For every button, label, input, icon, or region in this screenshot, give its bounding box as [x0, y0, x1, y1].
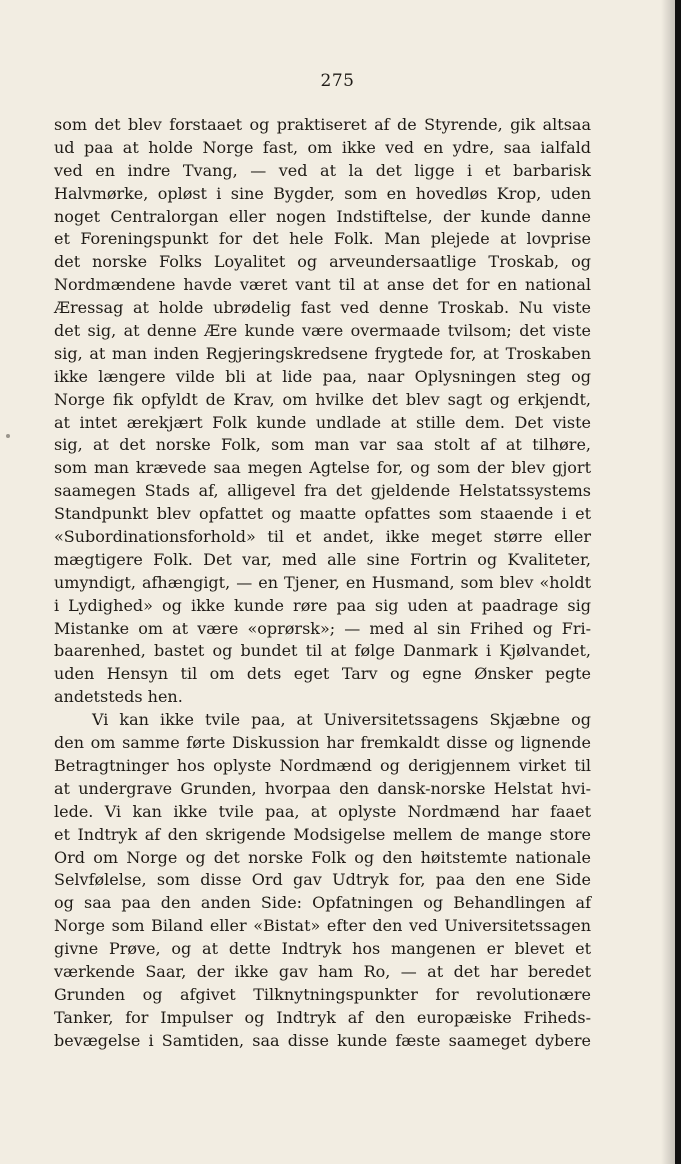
text-line: Norge fik opfyldt de Krav, om hvilke det blev sagt og erkjendt, [54, 389, 591, 409]
text-line: saamegen Stads af, alligevel fra det gjeldende Helstatssystems [54, 481, 591, 501]
text-line: Norge som Biland eller «Bistat» efter den ved Universitetssagen [54, 916, 591, 936]
text-line: et Indtryk af den skrigende Modsigelse mellem de mange store [54, 824, 591, 844]
text-line: det norske Folks Loyalitet og arveundersaatlige Troskab, og [54, 252, 591, 272]
paragraph-start-line: Vi kan ikke tvile paa, at Universitetssagens Skjæbne og [92, 710, 591, 730]
text-line: lede. Vi kan ikke tvile paa, at oplyste Nordmænd har faaet [54, 801, 591, 821]
text-line: Halvmørke, opløst i sine Bygder, som en hovedløs Krop, uden [54, 183, 591, 203]
text-line: Standpunkt blev opfattet og maatte opfattes som staaende i et [54, 504, 591, 524]
text-line: et Foreningspunkt for det hele Folk. Man plejede at lovprise [54, 229, 591, 249]
text-line: Grunden og afgivet Tilknytningspunkter for revolutionære [54, 984, 591, 1004]
text-line: Betragtninger hos oplyste Nordmænd og derigjennem virket til [54, 755, 591, 775]
page-number: 275 [320, 71, 355, 91]
text-line: Selvfølelse, som disse Ord gav Udtryk for, paa den ene Side [54, 870, 591, 890]
text-line: «Subordinationsforhold» til et andet, ikke meget større eller [54, 527, 591, 547]
text-line: den om samme førte Diskussion har fremkaldt disse og lignende [54, 733, 591, 753]
text-line: mægtigere Folk. Det var, med alle sine Fortrin og Kvaliteter, [54, 549, 591, 569]
text-line: ud paa at holde Norge fast, om ikke ved en ydre, saa ialfald [54, 137, 591, 157]
paragraph-end-line: andetsteds hen. [54, 687, 183, 707]
text-line: at undergrave Grunden, hvorpaa den dansk-norske Helstat hvi- [54, 778, 591, 798]
text-line: umyndigt, afhængigt, — en Tjener, en Husmand, som blev «holdt [54, 572, 591, 592]
body-text [54, 114, 591, 1053]
text-line: baarenhed, bastet og bundet til at følge Danmark i Kjølvandet, [54, 641, 591, 661]
text-line: Ord om Norge og det norske Folk og den høitstemte nationale [54, 847, 591, 867]
text-line: sig, at man inden Regjeringskredsene frygtede for, at Troskaben [54, 343, 591, 363]
text-line: Tanker, for Impulser og Indtryk af den europæiske Friheds- [54, 1007, 591, 1027]
text-line: noget Centralorgan eller nogen Indstiftelse, der kunde danne [54, 206, 591, 226]
text-line: Nordmændene havde været vant til at anse det for en national [54, 275, 591, 295]
text-line: givne Prøve, og at dette Indtryk hos mangenen er blevet et [54, 939, 591, 959]
text-line: uden Hensyn til om dets eget Tarv og egne Ønsker pegte [54, 664, 591, 684]
text-line: at intet ærekjært Folk kunde undlade at stille dem. Det viste [54, 412, 591, 432]
paper-speck [6, 434, 10, 438]
text-line: og saa paa den anden Side: Opfatningen og Behandlingen af [54, 893, 591, 913]
text-line: som det blev forstaaet og praktiseret af de Styrende, gik altsaa [54, 115, 591, 134]
text-line: ikke længere vilde bli at lide paa, naar Oplysningen steg og [54, 366, 591, 386]
text-line: værkende Saar, der ikke gav ham Ro, — at det har beredet [54, 961, 591, 981]
text-line: som man krævede saa megen Agtelse for, og som der blev gjort [54, 458, 591, 478]
text-line: sig, at det norske Folk, som man var saa stolt af at tilhøre, [54, 435, 591, 455]
text-line: i Lydighed» og ikke kunde røre paa sig uden at paadrage sig [54, 595, 591, 615]
text-line: Æressag at holde ubrødelig fast ved denne Troskab. Nu viste [54, 298, 591, 318]
text-line: bevægelse i Samtiden, saa disse kunde fæste saameget dybere [54, 1030, 591, 1050]
page-edge-shadow [661, 0, 675, 1164]
text-line: Mistanke om at være «oprørsk»; — med al sin Frihed og Fri- [54, 618, 591, 638]
text-line: ved en indre Tvang, — ved at la det ligge i et barbarisk [54, 160, 591, 180]
text-line: det sig, at denne Ære kunde være overmaade tvilsom; det viste [54, 321, 591, 341]
